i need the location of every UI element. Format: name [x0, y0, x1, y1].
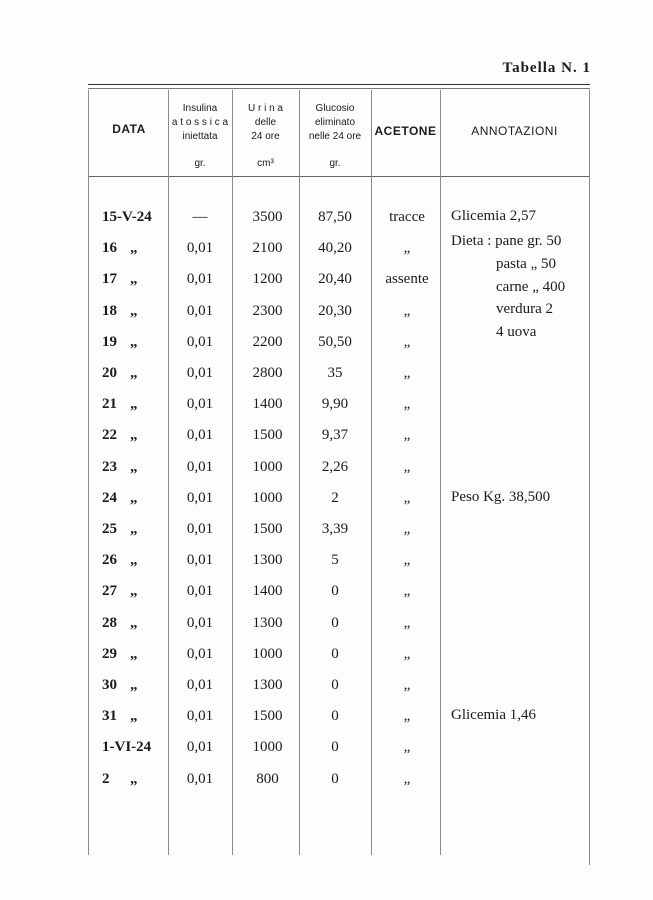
table-row: [0, 677, 653, 708]
cell-date: 29: [102, 645, 117, 662]
annotation-glicemia-1: Glicemia 2,57: [451, 208, 536, 224]
cell-acetone: „: [403, 614, 411, 631]
unit-insulina: gr.: [194, 158, 206, 169]
table-row: [0, 615, 653, 646]
header-annotazioni: ANNOTAZIONI: [471, 124, 558, 138]
cell-date: 30: [102, 677, 117, 693]
cell-ditto: „: [130, 552, 138, 569]
cell-insulina: 0,01: [186, 552, 214, 569]
cell-ditto: „: [130, 427, 138, 444]
cell-date: 31: [102, 708, 117, 725]
cell-insulina: 0,01: [186, 770, 214, 787]
cell-acetone: tracce: [389, 209, 425, 225]
cell-glucosio: 0: [331, 770, 339, 787]
cell-urina: 1500: [252, 521, 283, 537]
cell-ditto: „: [130, 583, 138, 600]
cell-ditto: „: [130, 271, 138, 288]
cell-date: 25: [102, 521, 117, 537]
cell-insulina: 0,01: [186, 365, 214, 381]
cell-glucosio: 0: [331, 583, 339, 600]
cell-urina: 1200: [252, 271, 283, 288]
cell-urina: 1500: [252, 427, 283, 444]
cell-ditto: „: [130, 614, 138, 631]
annotation-glicemia-2: Glicemia 1,46: [451, 707, 536, 723]
cell-insulina: 0,01: [186, 521, 214, 537]
cell-ditto: „: [130, 489, 138, 506]
cell-acetone: „: [403, 770, 411, 787]
cell-acetone: „: [403, 365, 411, 381]
cell-date: 26: [102, 552, 117, 569]
cell-acetone: „: [403, 489, 411, 506]
cell-urina: 2300: [252, 302, 283, 319]
table-row: [0, 334, 653, 365]
cell-acetone: „: [403, 458, 411, 475]
cell-insulina: 0,01: [186, 583, 214, 600]
cell-ditto: „: [130, 396, 138, 413]
cell-ditto: „: [130, 333, 138, 350]
cell-urina: 1000: [252, 645, 283, 662]
page-title: Tabella N. 1: [502, 60, 591, 76]
cell-acetone: „: [403, 552, 411, 569]
table-row: [0, 552, 653, 583]
cell-glucosio: 9,90: [321, 396, 349, 413]
cell-glucosio: 5: [331, 552, 339, 569]
table-row: [0, 771, 653, 802]
cell-insulina: 0,01: [186, 489, 214, 506]
cell-ditto: „: [130, 645, 138, 662]
cell-urina: 1300: [252, 677, 283, 693]
annotation-dieta-4: verdura 2: [496, 301, 554, 317]
cell-insulina: 0,01: [186, 333, 214, 350]
header-insulina: Insulina a t o s s i c a iniettata: [171, 103, 229, 142]
table-row: [0, 708, 653, 739]
header-data: DATA: [112, 122, 146, 136]
cell-insulina: 0,01: [186, 271, 214, 288]
table-row: [0, 646, 653, 677]
cell-date: 23: [102, 458, 117, 475]
annotation-dieta-5: 4 uova: [496, 324, 537, 340]
cell-glucosio: 20,30: [318, 302, 352, 319]
cell-acetone: „: [403, 333, 411, 350]
table-top-rule-inner: [88, 88, 590, 89]
cell-ditto: „: [130, 365, 138, 381]
cell-date: 17: [102, 271, 117, 288]
header-bottom-rule: [88, 176, 590, 177]
cell-date: 22: [102, 427, 117, 444]
annotation-dieta-3: carne „ 400: [496, 279, 566, 295]
cell-date: 15-V-24: [102, 209, 152, 225]
cell-date: 16: [102, 240, 117, 257]
cell-date: 24: [102, 489, 117, 506]
header-glucosio: Glucosio eliminato nelle 24 ore: [308, 103, 362, 142]
cell-date: 2: [102, 770, 110, 787]
cell-glucosio: 0: [331, 614, 339, 631]
cell-date: 18: [102, 302, 117, 319]
cell-insulina: 0,01: [186, 614, 214, 631]
cell-date: 20: [102, 365, 117, 381]
cell-urina: 1500: [252, 708, 283, 725]
cell-glucosio: 2: [331, 489, 339, 506]
cell-date: 21: [102, 396, 117, 413]
cell-date: 28: [102, 614, 117, 631]
table-row: [0, 521, 653, 552]
cell-urina: 1300: [252, 552, 283, 569]
cell-ditto: „: [130, 302, 138, 319]
cell-ditto: „: [130, 770, 138, 787]
cell-date: 27: [102, 583, 117, 600]
cell-urina: 1000: [252, 458, 283, 475]
table-top-rule: [88, 84, 590, 85]
cell-acetone: „: [403, 583, 411, 600]
cell-date: 19: [102, 333, 117, 350]
cell-urina: 2200: [252, 333, 283, 350]
cell-acetone: „: [403, 427, 411, 444]
cell-acetone: „: [403, 677, 411, 693]
cell-acetone: „: [403, 645, 411, 662]
cell-urina: 2100: [252, 240, 283, 257]
cell-glucosio: 40,20: [318, 240, 352, 257]
cell-insulina: 0,01: [186, 427, 214, 444]
cell-insulina: 0,01: [186, 708, 214, 725]
annotation-dieta-1: Dieta : pane gr. 50: [451, 233, 562, 249]
unit-urina: cm³: [257, 158, 274, 169]
cell-ditto: „: [130, 240, 138, 257]
cell-acetone: „: [403, 739, 411, 756]
cell-insulina: 0,01: [186, 739, 214, 756]
cell-ditto: „: [130, 458, 138, 475]
cell-urina: 1000: [252, 489, 283, 506]
cell-acetone: „: [403, 708, 411, 725]
cell-urina: 1400: [252, 396, 283, 413]
cell-insulina: 0,01: [186, 302, 214, 319]
cell-insulina: 0,01: [186, 458, 214, 475]
cell-acetone: „: [403, 302, 411, 319]
cell-ditto: „: [130, 677, 138, 693]
cell-acetone: „: [403, 240, 411, 257]
table-row: [0, 427, 653, 458]
cell-insulina: 0,01: [186, 396, 214, 413]
cell-glucosio: 0: [331, 645, 339, 662]
cell-urina: 2800: [252, 365, 283, 381]
cell-glucosio: 3,39: [321, 521, 349, 537]
table-row: [0, 583, 653, 614]
cell-glucosio: 0: [331, 739, 339, 756]
cell-acetone: „: [403, 521, 411, 537]
cell-urina: 1300: [252, 614, 283, 631]
header-urina: U r i n a delle 24 ore: [247, 103, 283, 142]
cell-insulina: 0,01: [186, 677, 214, 693]
table-row: [0, 365, 653, 396]
cell-insulina: —: [192, 209, 208, 225]
cell-glucosio: 35: [327, 365, 343, 381]
cell-glucosio: 0: [331, 708, 339, 725]
cell-acetone: assente: [385, 271, 429, 288]
annotation-dieta-2: pasta „ 50: [496, 256, 556, 272]
cell-glucosio: 87,50: [318, 209, 352, 225]
table-row: [0, 459, 653, 490]
table-row: [0, 490, 653, 521]
header-acetone: ACETONE: [374, 124, 437, 138]
cell-urina: 1000: [252, 739, 283, 756]
cell-insulina: 0,01: [186, 645, 214, 662]
cell-date: 1-VI-24: [102, 739, 152, 756]
cell-ditto: „: [130, 708, 138, 725]
cell-ditto: „: [130, 521, 138, 537]
cell-glucosio: 2,26: [321, 458, 349, 475]
cell-glucosio: 50,50: [318, 333, 352, 350]
cell-glucosio: 20,40: [318, 271, 352, 288]
table-row: [0, 303, 653, 334]
unit-glucosio: gr.: [329, 158, 341, 169]
cell-urina: 800: [256, 770, 279, 787]
cell-insulina: 0,01: [186, 240, 214, 257]
cell-urina: 3500: [252, 209, 283, 225]
cell-acetone: „: [403, 396, 411, 413]
table-row: [0, 396, 653, 427]
cell-glucosio: 0: [331, 677, 339, 693]
cell-urina: 1400: [252, 583, 283, 600]
table-row: [0, 739, 653, 770]
cell-glucosio: 9,37: [321, 427, 349, 444]
annotation-peso: Peso Kg. 38,500: [451, 489, 551, 505]
